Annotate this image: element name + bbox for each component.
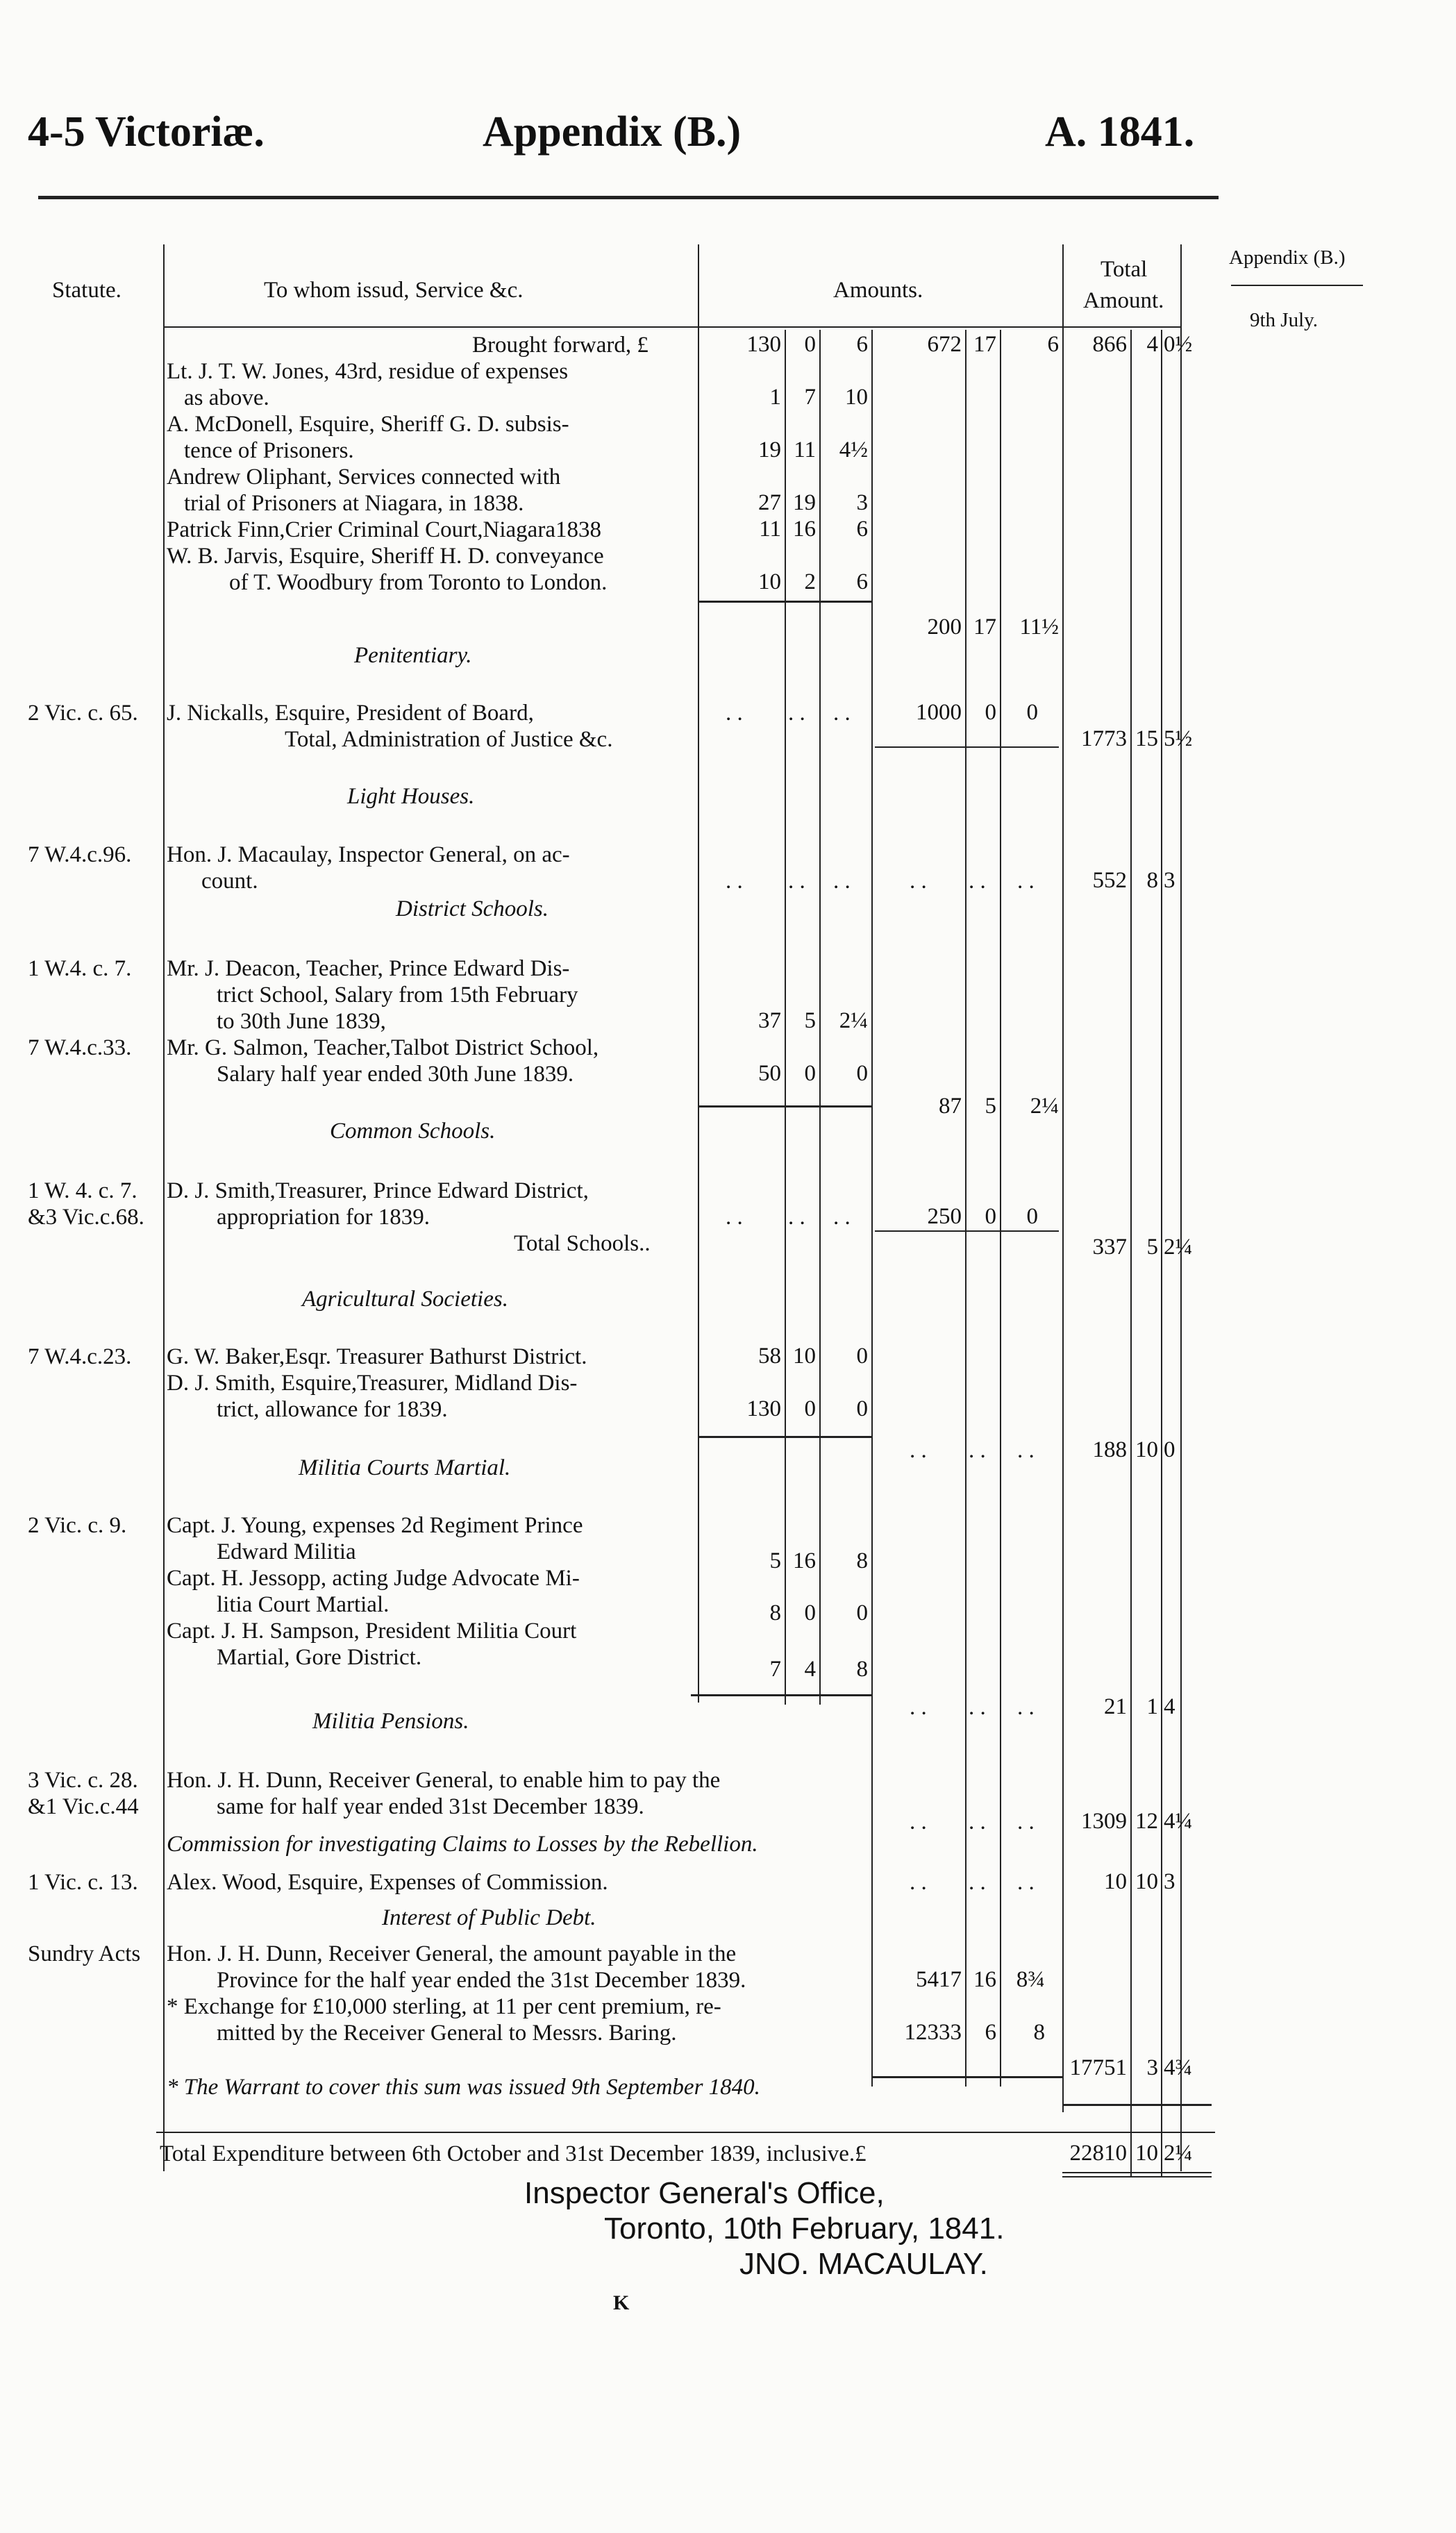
militia-row-2-line-2: litia Court Martial. (217, 1592, 390, 1617)
penitentiary-line-1: J. Nickalls, Esquire, President of Board, (167, 701, 534, 726)
district-row-2-pounds: 50 (758, 1061, 781, 1086)
grand-total-shillings: 10 (1135, 2141, 1158, 2166)
interest-row-2-pence: 8 (1033, 2020, 1045, 2045)
appendix-title: Appendix (B.) (483, 108, 742, 156)
rule-b2 (1000, 330, 1001, 2087)
col-amounts: Amounts. (833, 278, 923, 303)
militia-row-2-pence: 0 (856, 1600, 868, 1625)
rule-a2 (819, 330, 821, 1705)
agri-row-1-line-1: G. W. Baker,Esqr. Treasurer Bathurst District. (167, 1344, 587, 1369)
district-row-2-shillings: 0 (804, 1061, 816, 1086)
militia-row-1-shillings: 16 (793, 1548, 816, 1573)
interest-statute: Sundry Acts (28, 1941, 141, 1966)
justice-row-1-line-2: as above. (184, 385, 269, 410)
interest-row-2-shillings: 6 (985, 2020, 996, 2045)
rule-b1 (965, 330, 967, 2087)
justice-row-2-line-2: tence of Prisoners. (184, 438, 354, 463)
justice-total-pence: 5½ (1164, 726, 1193, 751)
militia-row-2-pounds: 8 (769, 1600, 781, 1625)
commission-dots-b3: . . (1017, 1870, 1035, 1895)
commission-dots-b1: . . (910, 1870, 927, 1895)
justice-subtotal-pounds: 200 (927, 615, 962, 639)
justice-row-4-line-1: Patrick Finn,Crier Criminal Court,Niagara1838 (167, 517, 601, 542)
total-sum-rule (1062, 2104, 1212, 2106)
pensions-pence: 4¼ (1164, 1809, 1193, 1834)
common-pence: 0 (1026, 1204, 1038, 1229)
agri-dots-b2: . . (969, 1438, 986, 1463)
margin-brace (1231, 285, 1363, 286)
district-sum-rule (698, 1105, 871, 1107)
justice-row-5-shillings: 2 (804, 569, 816, 594)
interest-row-1-shillings: 16 (973, 1967, 996, 1992)
militia-row-1-line-1: Capt. J. Young, expenses 2d Regiment Prince (167, 1513, 583, 1538)
pensions-line-1: Hon. J. H. Dunn, Receiver General, to enable him to pay the (167, 1768, 721, 1793)
section-lighthouses: Light Houses. (347, 784, 475, 809)
militia-row-1-pence: 8 (856, 1548, 868, 1573)
commission-line-1: Alex. Wood, Esquire, Expenses of Commission. (167, 1870, 608, 1895)
rule-amount-b (1062, 244, 1064, 2112)
interest-line-2: Province for the half year ended the 31st December 1839. (217, 1968, 746, 1993)
col-issued: To whom issud, Service &c. (264, 278, 524, 303)
pensions-dots-b1: . . (910, 1809, 927, 1834)
bf-c-shillings: 4 (1146, 332, 1158, 357)
justice-sum-rule (698, 601, 871, 603)
militia-row-1-pounds: 5 (769, 1548, 781, 1573)
justice-row-2-pounds: 19 (758, 437, 781, 462)
bf-c-pounds: 866 (1092, 332, 1127, 357)
commission-shillings: 10 (1135, 1869, 1158, 1894)
militia-dots-b1: . . (910, 1695, 927, 1720)
margin-note-date: 9th July. (1250, 309, 1319, 331)
common-line-2: appropriation for 1839. (217, 1205, 430, 1230)
grand-total-label: Total Expenditure between 6th October and 31st December 1839, inclusive.£ (160, 2141, 867, 2166)
district-subtotal-shillings: 5 (985, 1094, 996, 1119)
grand-total-rule-2 (1062, 2176, 1212, 2177)
pensions-pounds: 1309 (1081, 1809, 1127, 1834)
common-line-1: D. J. Smith,Treasurer, Prince Edward District, (167, 1178, 589, 1203)
justice-row-1-line-1: Lt. J. T. W. Jones, 43rd, residue of expenses (167, 359, 569, 384)
lighthouses-line-1: Hon. J. Macaulay, Inspector General, on ac- (167, 842, 570, 867)
interest-line-1: Hon. J. H. Dunn, Receiver General, the amount payable in the (167, 1941, 737, 1966)
pensions-dots-b3: . . (1017, 1809, 1035, 1834)
bf-b-pence: 6 (1047, 332, 1059, 357)
lighthouses-line-2: count. (201, 869, 258, 894)
section-common-schools: Common Schools. (330, 1119, 496, 1144)
lighthouses-pounds: 552 (1092, 868, 1127, 893)
justice-row-3-pence: 3 (856, 490, 868, 515)
grand-total-pence: 2¼ (1164, 2141, 1193, 2166)
section-agricultural: Agricultural Societies. (302, 1287, 508, 1312)
district-row-2-statute: 7 W.4.c.33. (28, 1035, 132, 1060)
penitentiary-line-2: Total, Administration of Justice &c. (285, 727, 613, 752)
district-row-2-line-1: Mr. G. Salmon, Teacher,Talbot District School, (167, 1035, 599, 1060)
penitentiary-pence: 0 (1026, 700, 1038, 725)
militia-row-3-pounds: 7 (769, 1657, 781, 1682)
interest-total-pence: 4¾ (1164, 2055, 1193, 2080)
interest-sum-rule (871, 2076, 1062, 2078)
penitentiary-shillings: 0 (985, 700, 996, 725)
justice-row-5-pounds: 10 (758, 569, 781, 594)
signature-mark: K (613, 2291, 630, 2314)
bf-a-pounds: 130 (746, 332, 781, 357)
bf-a-shillings: 0 (804, 332, 816, 357)
schools-total-pence: 2¼ (1164, 1235, 1193, 1260)
agri-total-pounds: 188 (1092, 1437, 1127, 1462)
district-row-2-line-2: Salary half year ended 30th June 1839. (217, 1062, 574, 1087)
rule-a3 (871, 330, 873, 2087)
justice-row-2-pence: 4½ (839, 437, 868, 462)
agri-row-2-line-2: trict, allowance for 1839. (217, 1397, 448, 1422)
interest-row-2-pounds: 12333 (904, 2020, 962, 2045)
year-label: A. 1841. (1045, 108, 1195, 156)
common-dots-a3: . . (833, 1205, 851, 1230)
interest-total-shillings: 3 (1146, 2055, 1158, 2080)
common-dots-a2: . . (788, 1205, 805, 1230)
interest-line-3: * Exchange for £10,000 sterling, at 11 per cent premium, re- (167, 1994, 721, 2019)
session-label: 4-5 Victoriæ. (28, 108, 265, 156)
justice-row-3-shillings: 19 (793, 490, 816, 515)
lighthouses-dots-a1: . . (726, 869, 743, 894)
rule-a1 (785, 330, 786, 1705)
justice-row-1-shillings: 7 (804, 385, 816, 410)
district-row-1-shillings: 5 (804, 1008, 816, 1033)
date-line: Toronto, 10th February, 1841. (604, 2212, 1005, 2246)
militia-total-shillings: 1 (1146, 1694, 1158, 1719)
interest-total-pounds: 17751 (1069, 2055, 1127, 2080)
lighthouses-dots-a2: . . (788, 869, 805, 894)
militia-row-3-pence: 8 (856, 1657, 868, 1682)
rule-amount-a (698, 244, 699, 1703)
justice-row-4-shillings: 16 (793, 517, 816, 542)
section-interest: Interest of Public Debt. (382, 1905, 596, 1930)
grand-total-rule-1 (1062, 2172, 1212, 2173)
common-sum-rule (875, 1230, 1059, 1232)
agri-dots-b3: . . (1017, 1438, 1035, 1463)
bf-b-shillings: 17 (973, 332, 996, 357)
penitentiary-dots-a2: . . (788, 701, 805, 726)
agri-dots-b1: . . (910, 1438, 927, 1463)
justice-row-1-pence: 10 (845, 385, 868, 410)
militia-dots-b3: . . (1017, 1695, 1035, 1720)
office-line: Inspector General's Office, (524, 2176, 885, 2210)
lighthouses-dots-b1: . . (910, 869, 927, 894)
militia-statute: 2 Vic. c. 9. (28, 1513, 127, 1538)
district-row-1-line-2: trict School, Salary from 15th February (217, 983, 578, 1008)
militia-row-2-shillings: 0 (804, 1600, 816, 1625)
penitentiary-sum-rule (875, 746, 1059, 748)
common-line-3: Total Schools.. (514, 1231, 651, 1256)
margin-note-title: Appendix (B.) (1229, 246, 1346, 269)
rule-statute (163, 244, 165, 2171)
penitentiary-dots-a1: . . (726, 701, 743, 726)
district-subtotal-pounds: 87 (939, 1094, 962, 1119)
district-row-1-pence: 2¼ (839, 1008, 868, 1033)
militia-row-3-line-2: Martial, Gore District. (217, 1645, 422, 1670)
pensions-dots-b2: . . (969, 1809, 986, 1834)
agri-row-1-statute: 7 W.4.c.23. (28, 1344, 132, 1369)
district-row-2-pence: 0 (856, 1061, 868, 1086)
signatory-name: JNO. MACAULAY. (739, 2247, 988, 2281)
agri-sum-rule (698, 1436, 871, 1438)
agri-total-shillings: 10 (1135, 1437, 1158, 1462)
interest-row-1-pounds: 5417 (916, 1967, 962, 1992)
common-statute-1: 1 W. 4. c. 7. (28, 1178, 137, 1203)
interest-line-4: mitted by the Receiver General to Messrs. Baring. (217, 2021, 677, 2046)
agri-row-1-shillings: 10 (793, 1344, 816, 1369)
pensions-shillings: 12 (1135, 1809, 1158, 1834)
justice-row-5-line-2: of T. Woodbury from Toronto to London. (229, 570, 608, 595)
schools-total-shillings: 5 (1146, 1235, 1158, 1260)
common-dots-a1: . . (726, 1205, 743, 1230)
lighthouses-dots-b3: . . (1017, 869, 1035, 894)
justice-total-pounds: 1773 (1081, 726, 1127, 751)
col-total-1: Total (1101, 257, 1148, 282)
justice-subtotal-shillings: 17 (973, 615, 996, 639)
rule-c2 (1161, 330, 1162, 2177)
justice-row-4-pence: 6 (856, 517, 868, 542)
justice-total-shillings: 15 (1135, 726, 1158, 751)
militia-row-3-line-1: Capt. J. H. Sampson, President Militia Court (167, 1619, 577, 1644)
militia-row-3-shillings: 4 (804, 1657, 816, 1682)
justice-row-1-pounds: 1 (769, 385, 781, 410)
commission-pence: 3 (1164, 1869, 1175, 1894)
section-commission: Commission for investigating Claims to Losses by the Rebellion. (167, 1832, 758, 1857)
grand-total-pounds: 22810 (1069, 2141, 1127, 2166)
agri-row-2-pounds: 130 (746, 1396, 781, 1421)
brought-forward-label: Brought forward, £ (472, 333, 648, 358)
justice-row-2-line-1: A. McDonell, Esquire, Sheriff G. D. subsis- (167, 412, 569, 437)
col-statute: Statute. (52, 278, 122, 303)
section-militia-courts: Militia Courts Martial. (299, 1455, 511, 1480)
justice-row-5-pence: 6 (856, 569, 868, 594)
district-row-1-statute: 1 W.4. c. 7. (28, 956, 132, 981)
militia-sum-rule (691, 1694, 871, 1696)
agri-row-2-shillings: 0 (804, 1396, 816, 1421)
agri-row-2-line-1: D. J. Smith, Esquire,Treasurer, Midland Dis- (167, 1371, 578, 1396)
warrant-note: * The Warrant to cover this sum was issued 9th September 1840. (167, 2075, 760, 2100)
penitentiary-statute: 2 Vic. c. 65. (28, 701, 138, 726)
lighthouses-pence: 3 (1164, 868, 1175, 893)
lighthouses-dots-b2: . . (969, 869, 986, 894)
pensions-statute-2: &1 Vic.c.44 (28, 1794, 139, 1819)
col-total-2: Amount. (1083, 288, 1164, 313)
header-rule (38, 196, 1219, 199)
pensions-statute-1: 3 Vic. c. 28. (28, 1768, 138, 1793)
militia-row-1-line-2: Edward Militia (217, 1539, 356, 1564)
interest-row-1-pence: 8¾ (1016, 1967, 1045, 1992)
rule-c1 (1130, 330, 1132, 2177)
penitentiary-dots-a3: . . (833, 701, 851, 726)
justice-row-5-line-1: W. B. Jarvis, Esquire, Sheriff H. D. conveyance (167, 544, 604, 569)
common-shillings: 0 (985, 1204, 996, 1229)
justice-row-4-pounds: 11 (759, 517, 781, 542)
justice-row-2-shillings: 11 (794, 437, 816, 462)
penitentiary-pounds: 1000 (916, 700, 962, 725)
pensions-line-2: same for half year ended 31st December 1839. (217, 1794, 644, 1819)
schools-total-pounds: 337 (1092, 1235, 1127, 1260)
agri-row-1-pence: 0 (856, 1344, 868, 1369)
agri-total-pence: 0 (1164, 1437, 1175, 1462)
commission-pounds: 10 (1104, 1869, 1127, 1894)
justice-row-3-pounds: 27 (758, 490, 781, 515)
bf-c-pence: 0½ (1164, 332, 1193, 357)
agri-row-1-pounds: 58 (758, 1344, 781, 1369)
militia-total-pounds: 21 (1104, 1694, 1127, 1719)
district-row-1-line-1: Mr. J. Deacon, Teacher, Prince Edward Dis- (167, 956, 570, 981)
commission-statute: 1 Vic. c. 13. (28, 1870, 138, 1895)
section-district-schools: District Schools. (396, 896, 549, 921)
colhead-rule (163, 326, 1180, 328)
militia-total-pence: 4 (1164, 1694, 1175, 1719)
agri-row-2-pence: 0 (856, 1396, 868, 1421)
lighthouses-statute: 7 W.4.c.96. (28, 842, 132, 867)
section-penitentiary: Penitentiary. (354, 643, 472, 668)
district-row-1-pounds: 37 (758, 1008, 781, 1033)
justice-row-3-line-1: Andrew Oliphant, Services connected with (167, 465, 561, 490)
justice-row-3-line-2: trial of Prisoners at Niagara, in 1838. (184, 491, 524, 516)
militia-dots-b2: . . (969, 1695, 986, 1720)
district-row-1-line-3: to 30th June 1839, (217, 1009, 386, 1034)
bf-b-pounds: 672 (927, 332, 962, 357)
commission-dots-b2: . . (969, 1870, 986, 1895)
lighthouses-shillings: 8 (1146, 868, 1158, 893)
common-pounds: 250 (927, 1204, 962, 1229)
lighthouses-dots-a3: . . (833, 869, 851, 894)
militia-row-2-line-1: Capt. H. Jessopp, acting Judge Advocate Mi- (167, 1566, 580, 1591)
section-militia-pensions: Militia Pensions. (312, 1709, 469, 1734)
bf-a-pence: 6 (856, 332, 868, 357)
common-statute-2: &3 Vic.c.68. (28, 1205, 144, 1230)
district-subtotal-pence: 2¼ (1030, 1094, 1059, 1119)
justice-subtotal-pence: 11½ (1019, 615, 1059, 639)
grand-total-top-rule (156, 2132, 1215, 2133)
